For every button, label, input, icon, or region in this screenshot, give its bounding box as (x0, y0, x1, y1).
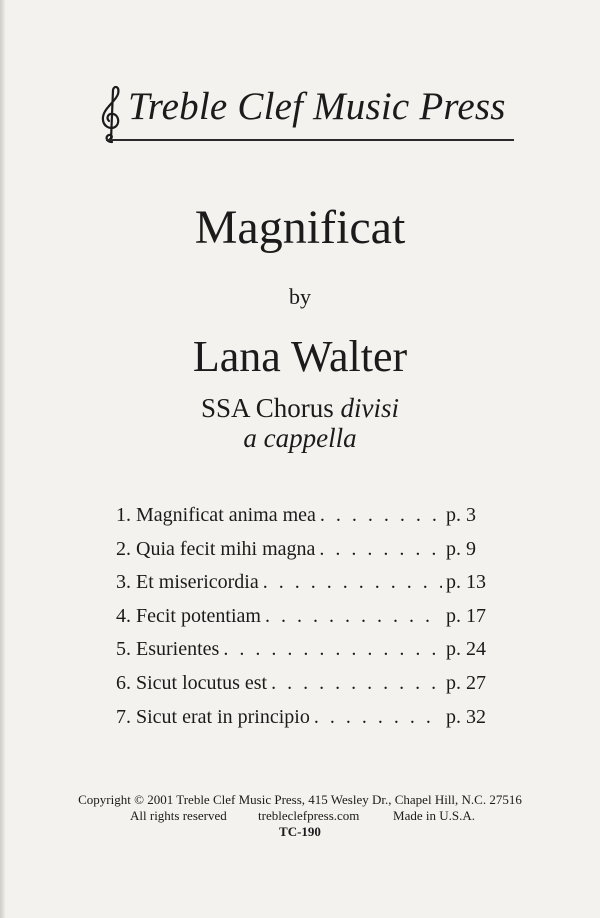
footer-row (130, 808, 475, 824)
composer-name: Lana Walter (192, 332, 408, 381)
publisher-name: Treble Clef Music Press (128, 85, 506, 128)
movement-number: 4. (116, 604, 131, 627)
contents-item (116, 534, 496, 568)
contents-item (116, 668, 496, 702)
movement-number: 5. (116, 638, 131, 661)
work-title: Magnificat (194, 201, 406, 254)
contents-item (116, 634, 496, 668)
binding-edge (0, 0, 5, 918)
movement-title: Magnificat anima mea (136, 504, 316, 526)
copyright-line: Copyright © 2001 Treble Clef Music Press, 415 Wesley Dr., Chapel Hill, N.C. 27516 (78, 792, 522, 807)
contents-item (116, 567, 496, 601)
header-rule (106, 139, 514, 141)
contents-item (116, 601, 496, 635)
movement-title: Et misericordia (136, 571, 259, 594)
movement-title: Sicut erat in principio (136, 705, 310, 728)
movement-title: Esurientes (136, 638, 220, 661)
dot-leader (314, 702, 442, 732)
dot-leader (265, 601, 442, 631)
movement-page: p. 3 (446, 504, 476, 526)
dot-leader (319, 534, 442, 564)
movement-page: p. 27 (446, 671, 486, 694)
dot-leader (223, 634, 442, 664)
treble-clef-icon (98, 84, 124, 144)
movement-page: p. 13 (446, 571, 486, 594)
made-in-label: Made in U.S.A. (393, 808, 475, 823)
movement-page: p. 32 (446, 705, 486, 728)
contents-list (116, 500, 496, 735)
movement-title: Quia fecit mihi magna (136, 537, 316, 560)
setting-line: a cappella (243, 423, 357, 453)
rights-reserved: All rights reserved (130, 808, 227, 823)
contents-item (116, 500, 496, 534)
voicing-main: SSA Chorus (200, 393, 334, 423)
movement-page: p. 17 (446, 604, 486, 627)
by-label: by (289, 284, 311, 309)
movement-title: Sicut locutus est (136, 671, 268, 694)
movement-page: p. 24 (446, 638, 486, 661)
dot-leader (320, 500, 442, 530)
contents-item (116, 702, 496, 736)
movement-number: 3. (116, 571, 131, 594)
movement-page: p. 9 (446, 537, 476, 560)
publisher-header (96, 72, 526, 144)
catalog-number: TC-190 (279, 824, 321, 839)
movement-title: Fecit potentiam (136, 604, 261, 627)
website-link[interactable]: trebleclefpress.com (258, 808, 360, 823)
movement-number: 7. (116, 705, 131, 728)
movement-number: 2. (116, 537, 131, 560)
voicing-line (0, 392, 600, 424)
voicing-divisi: divisi (340, 393, 400, 423)
dot-leader (263, 567, 442, 597)
movement-number: 1. (116, 504, 131, 526)
dot-leader (271, 668, 442, 698)
movement-number: 6. (116, 671, 131, 694)
